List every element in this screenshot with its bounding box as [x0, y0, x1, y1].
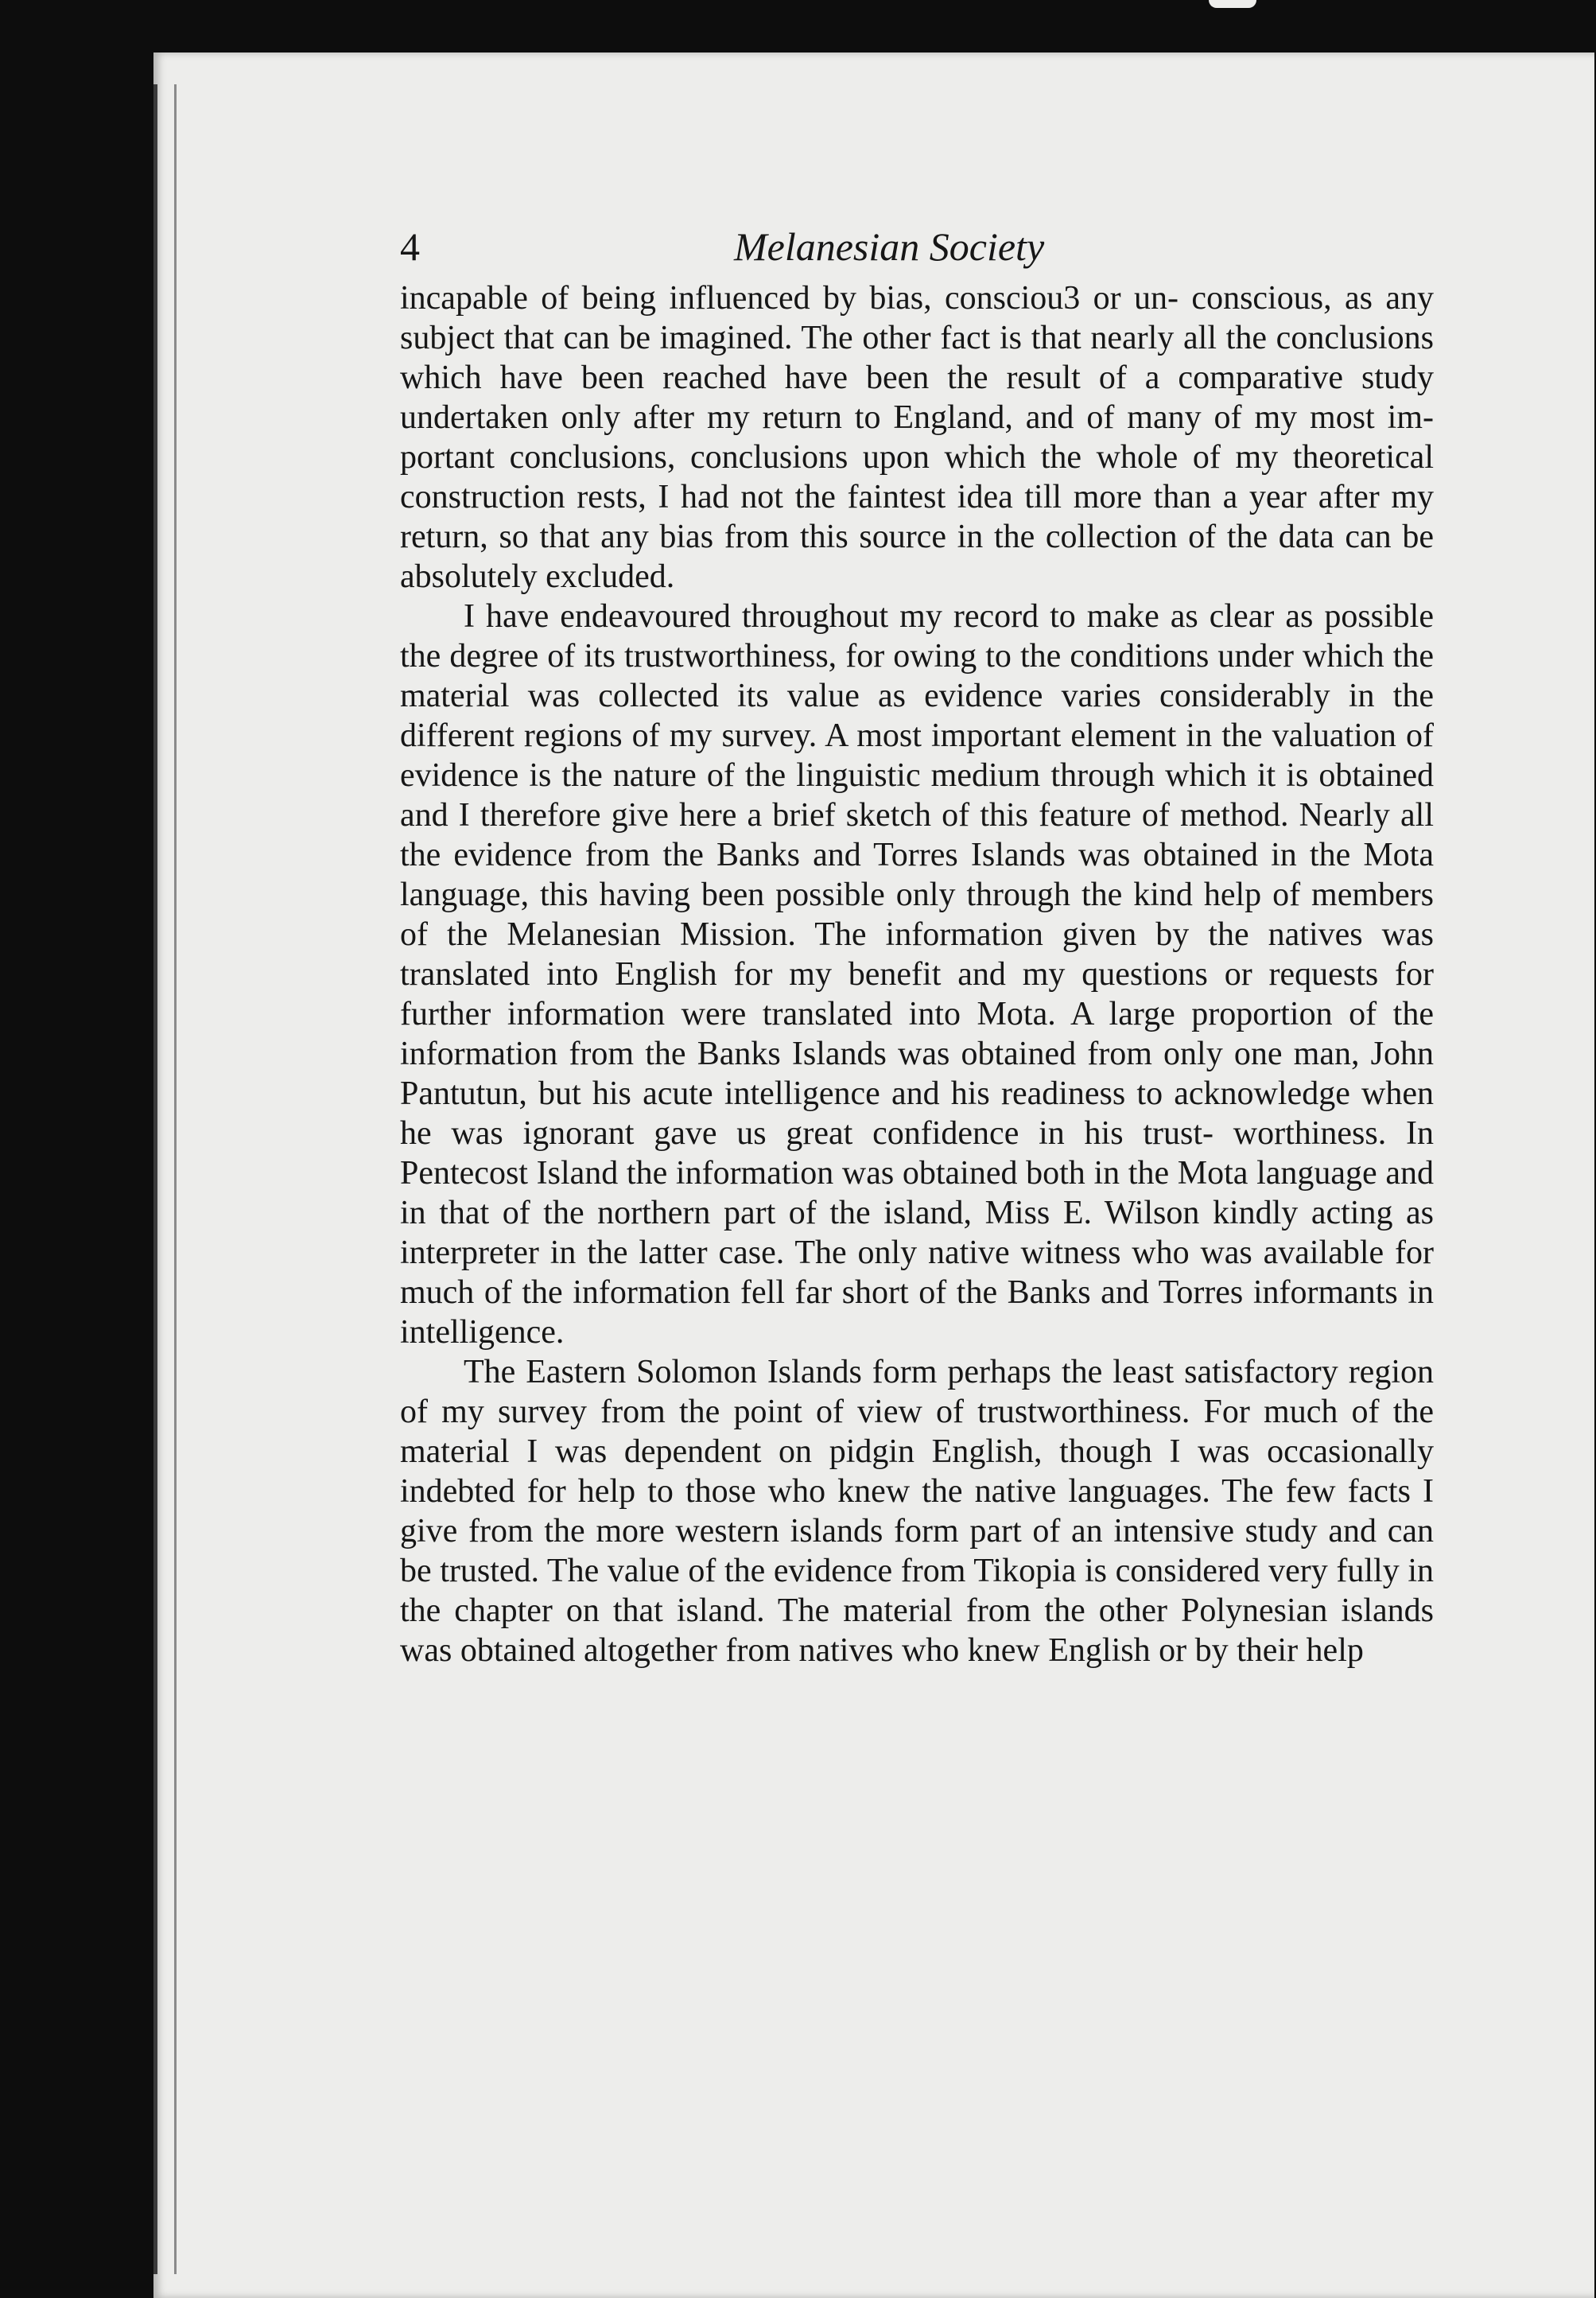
running-title: Melanesian Society: [734, 224, 1045, 269]
binding-shadow: [153, 84, 157, 2274]
page-number: 4: [400, 224, 420, 269]
paragraph-1: incapable of being influenced by bias, consciou3 or un- conscious, as any subject that can be imagined. The other fact is that nearly all the conclusions which have been reached have been the result of a comparative study undertaken only after my return to England, and of many of my most im- portant conclusions, conclusions upon which the whole of my theoretical construction rests, I had not the faintest idea till more than a year after my return, so that any bias from this source in the collection of the data can be absolutely excluded.: [400, 280, 1434, 595]
paragraph-3: The Eastern Solomon Islands form perhaps the least satisfactory region of my survey from the point of view of trustworthiness. For much of the material I was dependent on pidgin English, though I was occasionally indebted for help to those who knew the native languages. The few facts I give from the more western islands form part of an intensive study and can be trusted. The value of the evidence from Tikopia is considered very fully in the chapter on that island. The material from the other Polynesian islands was obtained altogether from natives who knew English or by their help: [400, 1354, 1434, 1669]
body-text: [400, 278, 1434, 1670]
paragraph-2: I have endeavoured throughout my record to make as clear as possible the degree of its trustworthiness, for owing to the conditions under which the material was collected its value as evidence varies considerably in the different regions of my survey. A most important element in the valuation of evidence is the nature of the linguistic medium through which it is obtained and I therefore give here a brief sketch of this feature of method. Nearly all the evidence from the Banks and Torres Islands was obtained in the Mota language, this having been possible only through the kind help of members of the Melanesian Mission. The information given by the natives was translated into English for my benefit and my questions or requests for further information were translated into Mota. A large proportion of the information from the Banks Islands was obtained from only one man, John Pantutun, but his acute intelligence and his readiness to acknowledge when he was ignorant gave us great confidence in his trust- worthiness. In Pentecost Island the information was obtained both in the Mota language and in that of the northern part of the island, Miss E. Wilson kindly acting as interpreter in the latter case. The only native witness who was available for much of the information fell far short of the Banks and Torres informants in intelligence.: [400, 598, 1434, 1351]
page-text-block: [400, 215, 1434, 1670]
top-edge-mark: [1209, 0, 1256, 8]
binding-edge-line: [174, 84, 177, 2274]
running-head: [400, 215, 1434, 278]
